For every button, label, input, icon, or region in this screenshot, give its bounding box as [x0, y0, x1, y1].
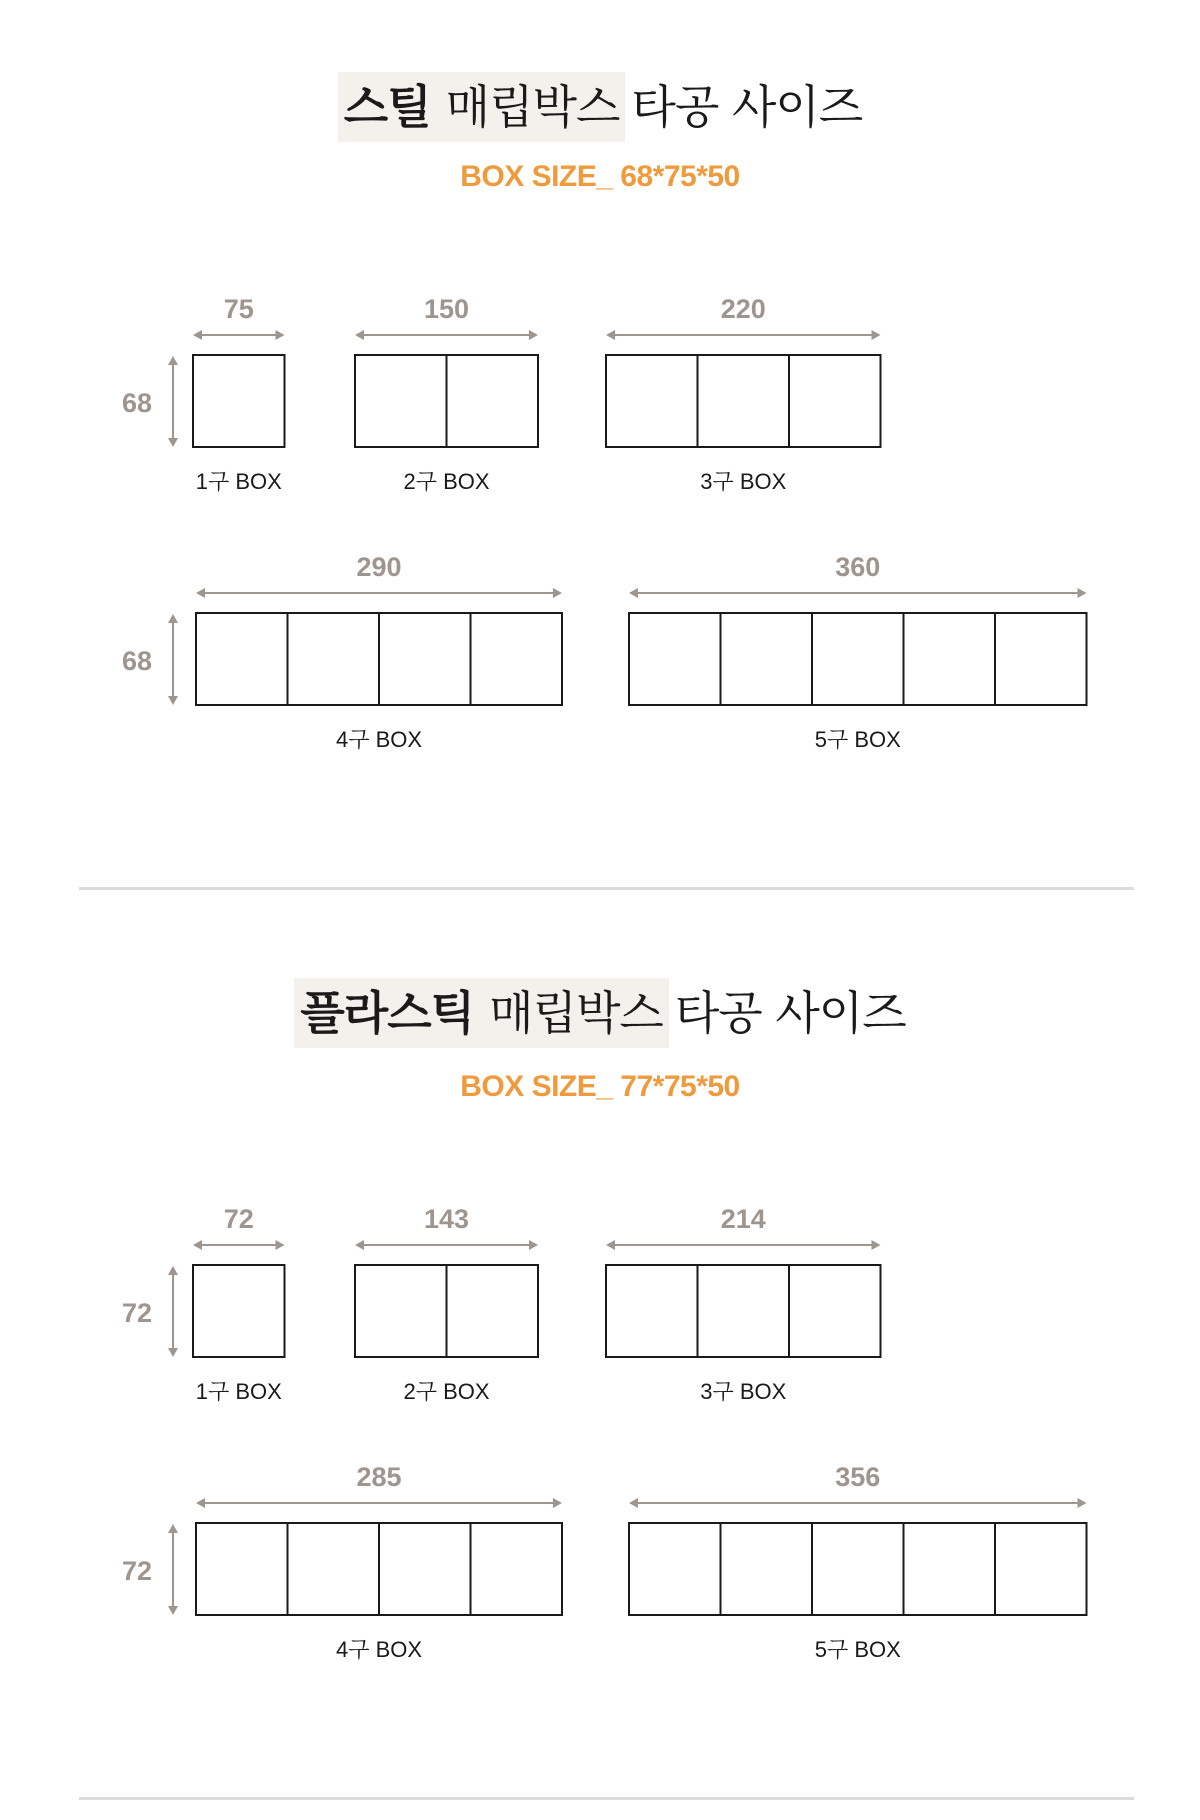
box-outline: [606, 355, 881, 447]
section-2-title-highlight: 플라스틱 매립박스: [294, 978, 669, 1048]
box-label: 1구 BOX: [195, 469, 282, 494]
section-2-title: [0, 978, 1200, 1048]
box-label: 3구 BOX: [700, 1379, 787, 1404]
height-arrow: [168, 356, 178, 447]
width-arrow: [355, 1240, 538, 1250]
section-divider: [79, 887, 1134, 890]
box-label: 5구 BOX: [814, 727, 901, 752]
box-label: 4구 BOX: [335, 1637, 423, 1662]
width-arrow: [629, 588, 1087, 598]
width-label: 75: [223, 294, 254, 324]
height-label: 72: [121, 1556, 153, 1586]
width-label: 143: [423, 1204, 470, 1234]
box-outline: [629, 1523, 1087, 1615]
width-label: 214: [720, 1204, 766, 1234]
box-label: 3구 BOX: [700, 469, 787, 494]
height-arrow: [168, 614, 178, 705]
height-label: 68: [121, 646, 153, 676]
bottom-divider: [79, 1797, 1134, 1800]
width-label: 356: [835, 1462, 881, 1492]
section-2-subtitle: BOX SIZE_ 77*75*50: [460, 1070, 740, 1103]
box-outline: [193, 355, 285, 447]
box-outline: [193, 1265, 285, 1357]
width-label: 150: [423, 294, 470, 324]
height-arrow: [168, 1266, 178, 1357]
box-label: 2구 BOX: [403, 1379, 490, 1404]
section-1-title-highlight: 스틸 매립박스: [338, 72, 626, 142]
section-2-diagram: [0, 1180, 1200, 1690]
width-label: 220: [720, 294, 766, 324]
section-2-title-rest: 타공 사이즈: [674, 986, 906, 1040]
width-arrow: [196, 588, 562, 598]
height-label: 68: [121, 388, 153, 418]
width-arrow: [606, 330, 881, 340]
box-outline: [606, 1265, 881, 1357]
box-label: 1구 BOX: [195, 1379, 282, 1404]
height-label: 72: [121, 1298, 153, 1328]
width-arrow: [193, 1240, 285, 1250]
section-1-diagram: [0, 270, 1200, 780]
width-label: 360: [835, 552, 881, 582]
width-arrow: [629, 1498, 1087, 1508]
width-arrow: [606, 1240, 881, 1250]
section-1-title: [0, 72, 1200, 142]
box-label: 4구 BOX: [335, 727, 423, 752]
height-arrow: [168, 1524, 178, 1615]
width-label: 285: [356, 1462, 402, 1492]
width-label: 290: [356, 552, 402, 582]
width-arrow: [193, 330, 285, 340]
box-outline: [629, 613, 1087, 705]
width-arrow: [355, 330, 538, 340]
box-label: 2구 BOX: [403, 469, 490, 494]
width-arrow: [196, 1498, 562, 1508]
section-1-subtitle: BOX SIZE_ 68*75*50: [460, 160, 740, 193]
section-1-title-rest: 타공 사이즈: [631, 80, 863, 134]
box-label: 5구 BOX: [814, 1637, 901, 1662]
width-label: 72: [223, 1204, 254, 1234]
